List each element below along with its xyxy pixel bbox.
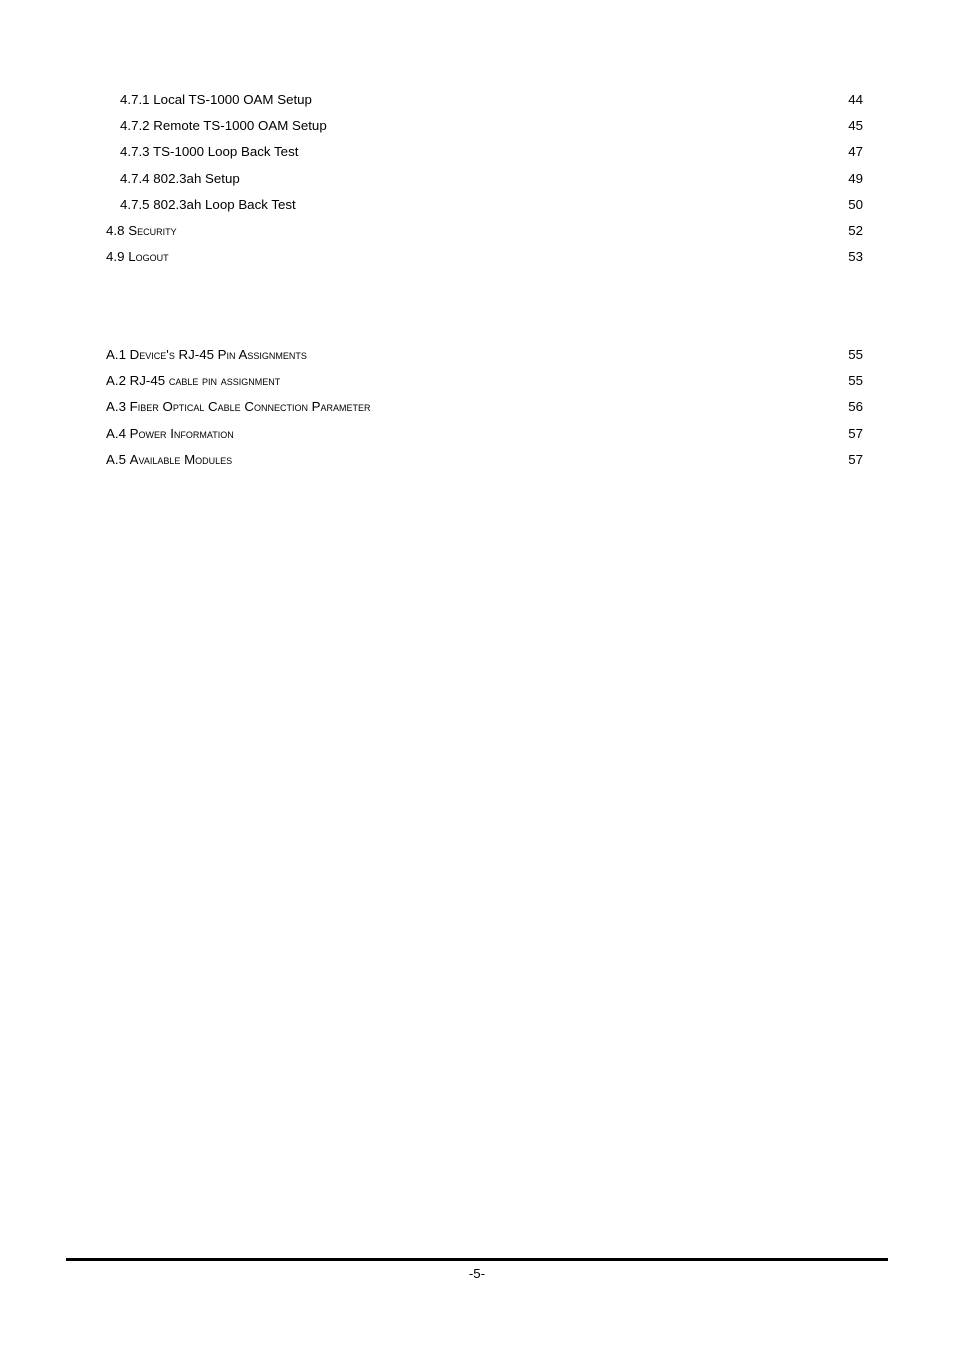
toc-entry-title: Fiber Optical Cable Connection Parameter	[129, 399, 371, 415]
toc-entry-page: 52	[848, 222, 863, 238]
toc-entry-title: Remote TS-1000 OAM Setup	[153, 118, 327, 134]
toc-dot-leader	[282, 369, 846, 385]
toc-entry-number: 4.9	[106, 249, 125, 265]
toc-entry-page: 53	[848, 249, 863, 265]
toc-section-appendix	[106, 343, 863, 474]
toc-dot-leader	[373, 395, 847, 411]
toc-entry-label	[106, 344, 307, 366]
toc-entry-number: 4.7.2	[120, 118, 150, 134]
toc-dot-leader	[300, 140, 846, 156]
toc-entry-number: 4.7.3	[120, 144, 150, 160]
toc-entry-page: 44	[848, 92, 863, 107]
toc-entry[interactable]	[106, 395, 863, 421]
toc-entry[interactable]	[106, 343, 863, 369]
toc-entry-label	[106, 370, 280, 392]
toc-entry-page: 55	[848, 373, 863, 389]
toc-dot-leader	[329, 114, 846, 130]
toc-entry[interactable]	[106, 114, 863, 140]
toc-entry-page: 56	[848, 399, 863, 415]
toc-entry-title: 802.3ah Loop Back Test	[153, 196, 296, 212]
toc-dot-leader	[234, 448, 846, 464]
toc-entry-label	[106, 449, 232, 471]
toc-entry-title: Security	[128, 222, 177, 238]
toc-entry-title: 802.3ah Setup	[153, 170, 240, 186]
toc-section-chapter-4	[106, 88, 863, 271]
toc-entry-label	[120, 168, 240, 190]
toc-entry-title: Logout	[128, 249, 169, 265]
toc-entry[interactable]	[106, 369, 863, 395]
toc-entry[interactable]	[106, 245, 863, 271]
toc-entry-number: A.1	[106, 347, 126, 362]
toc-dot-leader	[242, 167, 846, 183]
toc-entry-number: 4.8	[106, 222, 125, 238]
toc-entry-title: Available Modules	[129, 451, 233, 467]
toc-entry-label	[106, 396, 371, 418]
toc-entry-label	[120, 141, 298, 163]
toc-entry-page: 50	[848, 196, 863, 212]
toc-entry-number: A.3	[106, 399, 126, 415]
toc-entry-page: 49	[848, 170, 863, 186]
toc-entry-label	[120, 115, 327, 137]
toc-entry-label	[106, 220, 177, 242]
toc-entry-number: 4.7.5	[120, 196, 150, 212]
toc-entry-label	[120, 194, 296, 216]
toc-entry-page: 47	[848, 144, 863, 160]
toc-entry-page: 57	[848, 451, 863, 467]
toc-entry[interactable]	[106, 193, 863, 219]
footer-rule	[66, 1258, 888, 1261]
toc-dot-leader	[309, 343, 846, 359]
toc-entry-number: 4.7.4	[120, 170, 150, 186]
toc-dot-leader	[179, 219, 847, 235]
toc-entry[interactable]	[106, 140, 863, 166]
toc-dot-leader	[298, 193, 846, 209]
toc-entry-title: Local TS-1000 OAM Setup	[153, 92, 312, 107]
toc-entry-label	[106, 246, 169, 268]
toc-entry[interactable]	[106, 448, 863, 474]
toc-entry-title: TS-1000 Loop Back Test	[153, 144, 299, 160]
toc-dot-leader	[171, 245, 847, 261]
toc-entry-label	[120, 89, 312, 111]
toc-entry-page: 45	[848, 118, 863, 134]
toc-entry[interactable]	[106, 88, 863, 114]
toc-entry[interactable]	[106, 167, 863, 193]
toc-entry-number: A.4	[106, 425, 126, 441]
toc-entry-number: A.2	[106, 373, 126, 389]
toc-entry-label	[106, 423, 234, 445]
toc-entry-title: Device's RJ-45 Pin Assignments	[129, 347, 307, 362]
toc-entry-page: 57	[848, 425, 863, 441]
toc-entry-title: Power Information	[129, 425, 234, 441]
toc-entry-page: 55	[848, 347, 863, 362]
toc-entry-number: A.5	[106, 451, 126, 467]
toc-dot-leader	[236, 422, 846, 438]
toc-entry-number: 4.7.1	[120, 92, 150, 107]
toc-entry-title: RJ-45 cable pin assignment	[129, 373, 281, 389]
page-number: -5-	[468, 1266, 486, 1281]
toc-dot-leader	[314, 88, 846, 104]
toc-entry[interactable]	[106, 422, 863, 448]
toc-entry[interactable]	[106, 219, 863, 245]
